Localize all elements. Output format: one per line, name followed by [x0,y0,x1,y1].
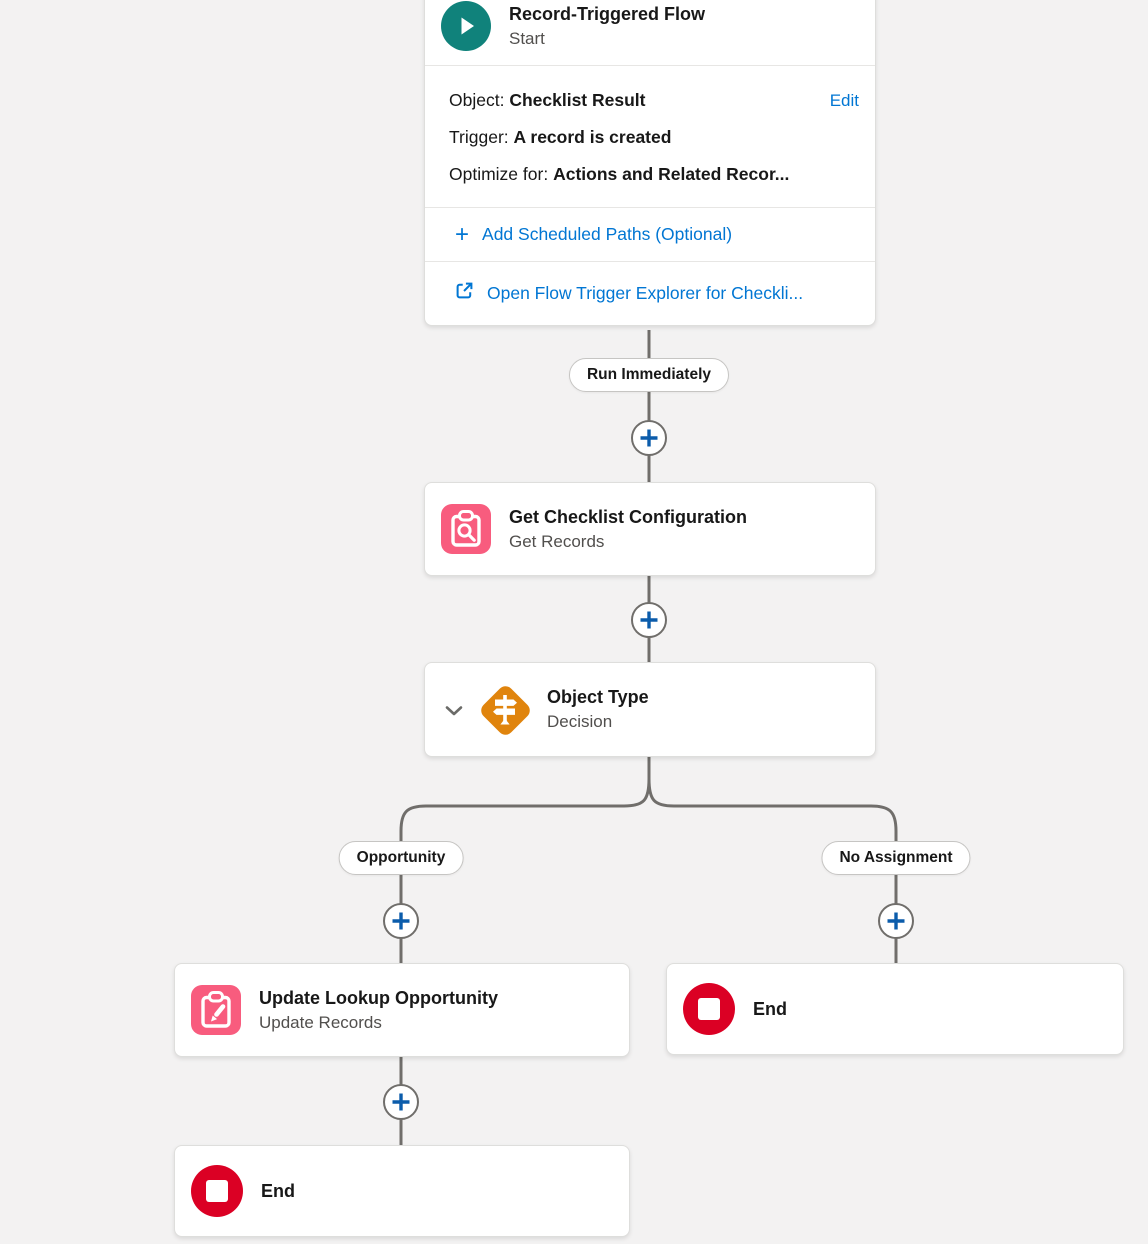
node-title: Update Lookup Opportunity [259,987,498,1008]
node-title: End [261,1181,295,1201]
edit-link[interactable]: Edit [829,91,859,110]
external-link-icon [455,281,474,305]
end-stop-icon [191,1165,243,1217]
node-title: End [753,999,787,1019]
branch-label-opportunity[interactable]: Opportunity [339,841,464,875]
start-node-title: Record-Triggered Flow [509,3,706,24]
detail-row-trigger: Trigger: A record is created [449,127,672,147]
clipboard-search-icon [441,504,491,554]
chevron-down-icon[interactable] [441,697,467,723]
end-node-card-right[interactable] [666,963,1124,1055]
add-element-button-opportunity[interactable] [383,903,419,939]
decision-signpost-icon [477,682,533,738]
start-play-icon [441,1,491,51]
add-element-button-no-assignment[interactable] [878,903,914,939]
node-title: Get Checklist Configuration [509,506,748,527]
node-subtitle: Get Records [509,531,605,551]
add-element-button-3[interactable] [383,1084,419,1120]
start-node-header[interactable] [425,0,875,65]
open-flow-trigger-explorer-link[interactable]: Open Flow Trigger Explorer for Checkli... [425,261,875,325]
add-element-button-1[interactable] [631,420,667,456]
clipboard-pencil-icon [191,985,241,1035]
get-records-node-card[interactable] [424,482,876,576]
run-immediately-badge: Run Immediately [569,358,729,392]
plus-icon: + [455,220,470,248]
add-scheduled-paths-link[interactable]: + Add Scheduled Paths (Optional) [425,207,875,261]
detail-row-object: Edit Object: Checklist Result [449,82,859,119]
update-records-node-card[interactable] [174,963,630,1057]
start-node-details [425,65,875,207]
end-stop-icon [683,983,735,1035]
detail-row-optimize: Optimize for: Actions and Related Recor... [449,164,790,184]
add-element-button-2[interactable] [631,602,667,638]
branch-label-no-assignment[interactable]: No Assignment [821,841,970,875]
node-subtitle: Update Records [259,1012,382,1032]
node-title: Object Type [547,687,649,707]
start-node-subtitle: Start [509,28,545,48]
start-node-card [424,0,876,326]
decision-node-card[interactable] [424,662,876,757]
node-subtitle: Decision [547,712,613,731]
end-node-card-left[interactable] [174,1145,630,1237]
